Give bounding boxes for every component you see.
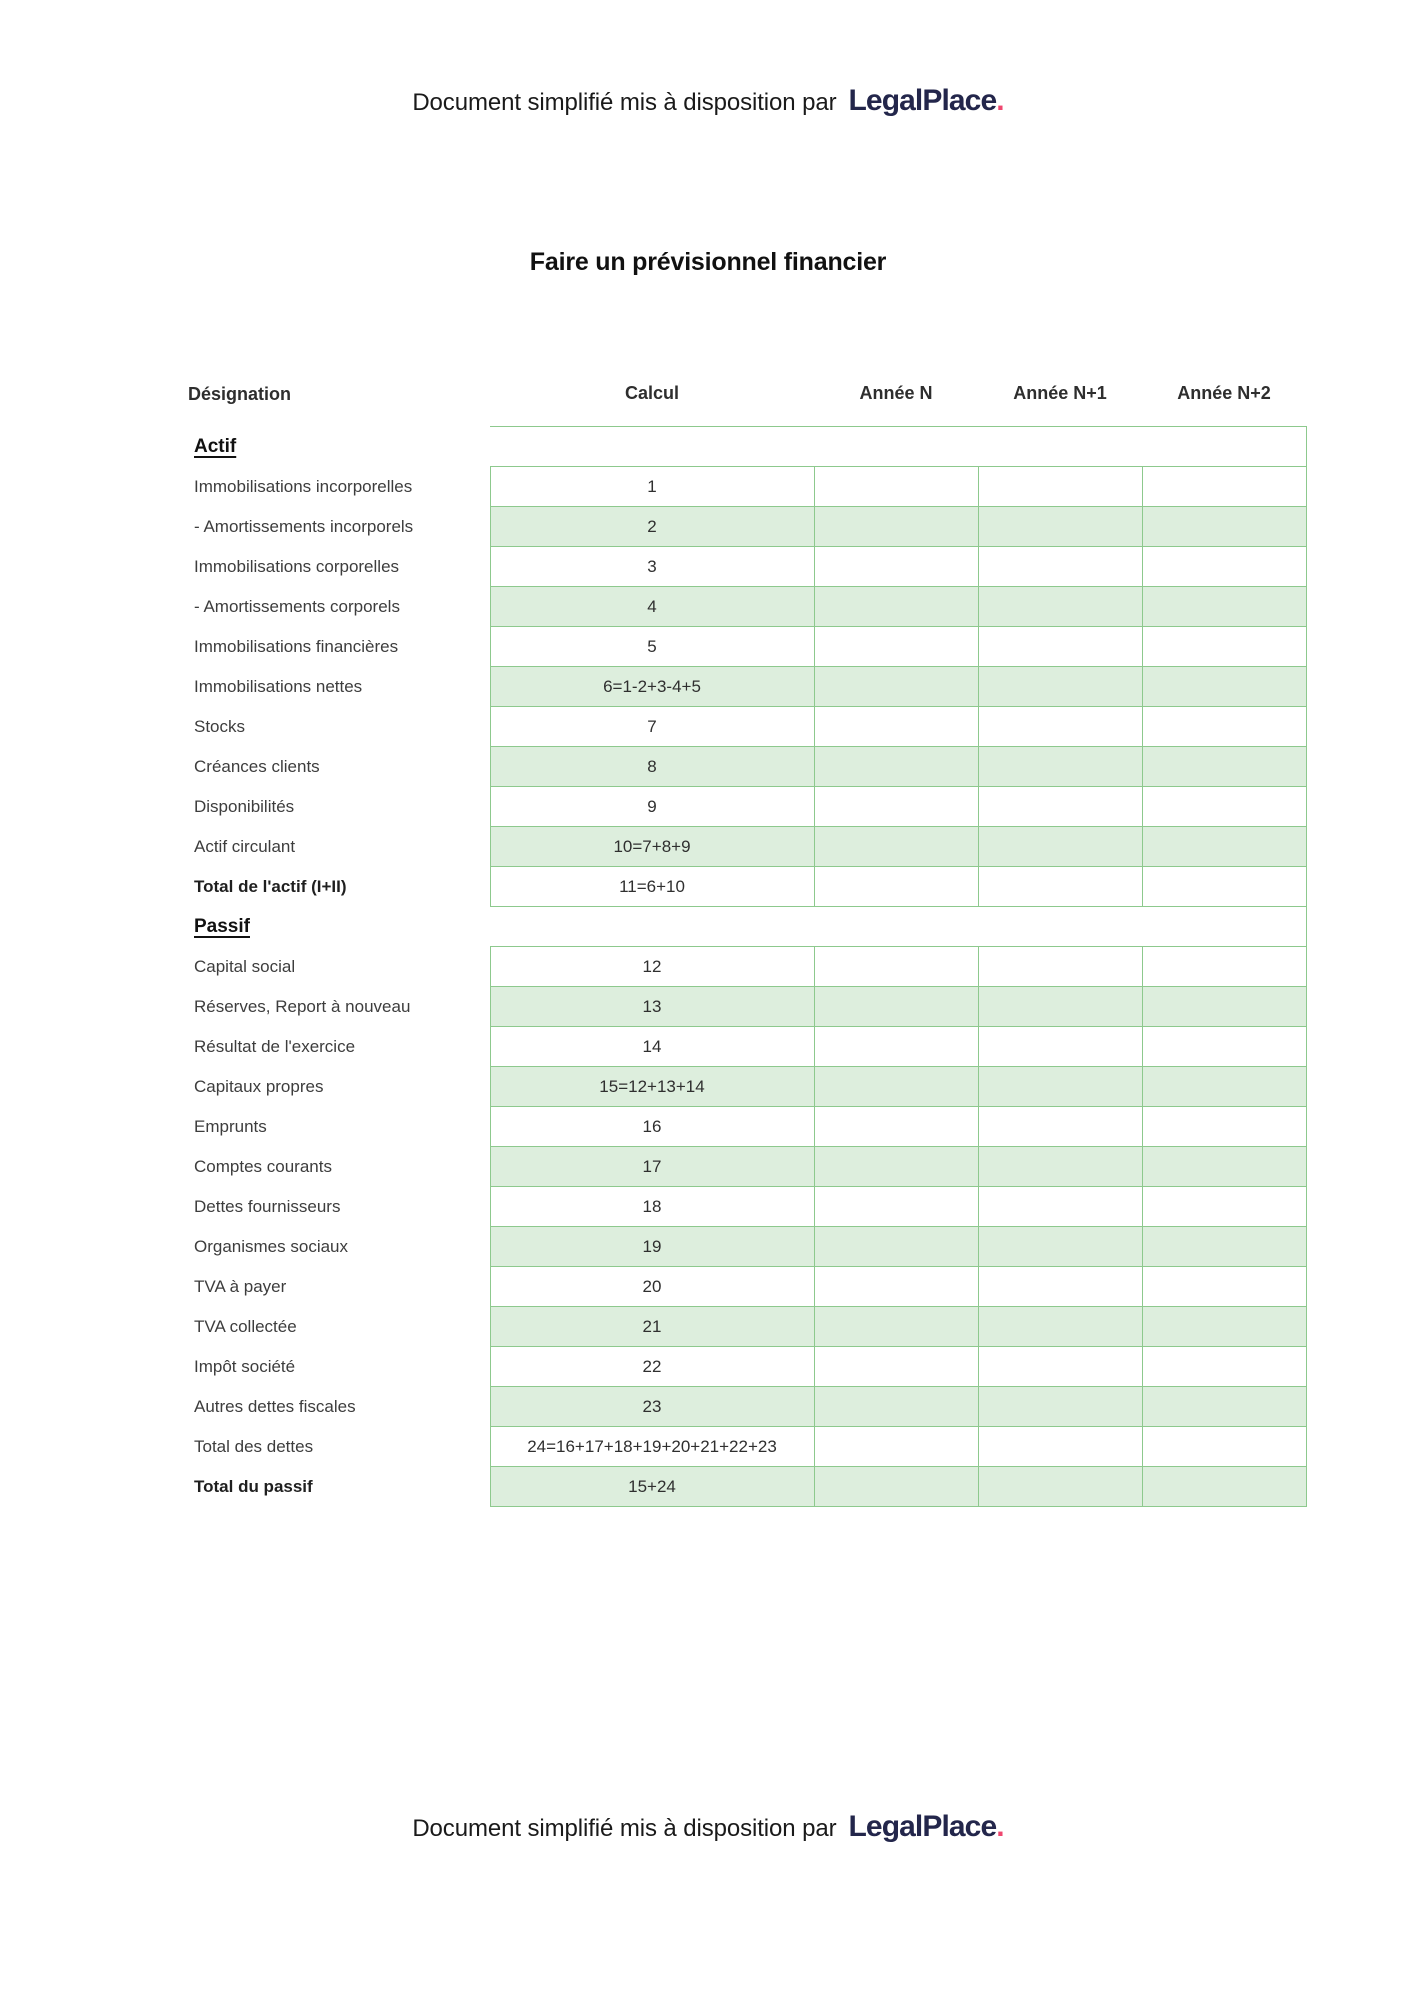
value-cell-year-n[interactable] xyxy=(814,1147,978,1187)
value-cell-year-n[interactable] xyxy=(814,547,978,587)
column-header-designation: Désignation xyxy=(188,383,292,404)
table-head xyxy=(188,383,1306,427)
row-label: Capital social xyxy=(194,956,296,976)
calcul-cell[interactable]: 11=6+10 xyxy=(490,867,814,907)
table-header-row xyxy=(188,383,1306,427)
value-cell-year-n[interactable] xyxy=(814,947,978,987)
row-label: Réserves, Report à nouveau xyxy=(194,996,411,1016)
row-label: - Amortissements incorporels xyxy=(194,516,414,536)
row-label: - Amortissements corporels xyxy=(194,596,400,616)
value-cell-year-n1[interactable] xyxy=(978,947,1142,987)
table-row xyxy=(188,987,1306,1027)
value-cell-year-n1[interactable] xyxy=(978,627,1142,667)
row-label: Disponibilités xyxy=(194,796,295,816)
calcul-cell[interactable]: 20 xyxy=(490,1267,814,1307)
value-cell-year-n1[interactable] xyxy=(978,1427,1142,1467)
value-cell-year-n2[interactable] xyxy=(1142,587,1306,627)
row-label: Créances clients xyxy=(194,756,320,776)
calcul-cell[interactable]: 15=12+13+14 xyxy=(490,1067,814,1107)
calcul-cell[interactable]: 9 xyxy=(490,787,814,827)
value-cell-year-n2[interactable] xyxy=(1142,1427,1306,1467)
table-row xyxy=(188,947,1306,987)
calcul-cell[interactable]: 3 xyxy=(490,547,814,587)
value-cell-year-n1[interactable] xyxy=(978,747,1142,787)
logo-dot: . xyxy=(996,1810,1004,1843)
calcul-cell[interactable]: 15+24 xyxy=(490,1467,814,1507)
row-label: Organismes sociaux xyxy=(194,1236,349,1256)
calcul-cell[interactable]: 6=1-2+3-4+5 xyxy=(490,667,814,707)
row-label: Impôt société xyxy=(194,1356,296,1376)
footer-text: Document simplifié mis à disposition par xyxy=(412,1815,837,1842)
value-cell-year-n1[interactable] xyxy=(978,1347,1142,1387)
value-cell-year-n[interactable] xyxy=(814,1107,978,1147)
table-section-row-passif xyxy=(188,907,1306,947)
table-row xyxy=(188,827,1306,867)
value-cell-year-n2[interactable] xyxy=(1142,747,1306,787)
table-row xyxy=(188,547,1306,587)
table-row xyxy=(188,1467,1306,1507)
value-cell-year-n1[interactable] xyxy=(978,1027,1142,1067)
value-cell-year-n1[interactable] xyxy=(978,827,1142,867)
calcul-cell[interactable]: 13 xyxy=(490,987,814,1027)
row-label: Immobilisations nettes xyxy=(194,676,363,696)
calcul-cell[interactable]: 2 xyxy=(490,507,814,547)
value-cell-year-n2[interactable] xyxy=(1142,1347,1306,1387)
value-cell-year-n1[interactable] xyxy=(978,467,1142,507)
value-cell-year-n1[interactable] xyxy=(978,987,1142,1027)
value-cell-year-n[interactable] xyxy=(814,1027,978,1067)
calcul-cell[interactable]: 22 xyxy=(490,1347,814,1387)
value-cell-year-n2[interactable] xyxy=(1142,1307,1306,1347)
table-row xyxy=(188,1307,1306,1347)
table-row xyxy=(188,787,1306,827)
value-cell-year-n[interactable] xyxy=(814,1347,978,1387)
value-cell-year-n2[interactable] xyxy=(1142,467,1306,507)
value-cell-year-n[interactable] xyxy=(814,627,978,667)
value-cell-year-n1[interactable] xyxy=(978,867,1142,907)
row-label: Total du passif xyxy=(194,1476,313,1496)
row-label: Total des dettes xyxy=(194,1436,314,1456)
value-cell-year-n2[interactable] xyxy=(1142,1187,1306,1227)
table-row xyxy=(188,587,1306,627)
value-cell-year-n[interactable] xyxy=(814,467,978,507)
value-cell-year-n2[interactable] xyxy=(1142,1467,1306,1507)
logo-wordmark: LegalPlace xyxy=(848,84,997,117)
section-spacer-cell xyxy=(490,427,1306,467)
row-label: TVA collectée xyxy=(194,1316,297,1336)
value-cell-year-n2[interactable] xyxy=(1142,1147,1306,1187)
value-cell-year-n1[interactable] xyxy=(978,1307,1142,1347)
table-row xyxy=(188,1347,1306,1387)
page-title: Faire un prévisionnel financier xyxy=(529,248,887,276)
value-cell-year-n2[interactable] xyxy=(1142,827,1306,867)
value-cell-year-n2[interactable] xyxy=(1142,1067,1306,1107)
row-label: Immobilisations incorporelles xyxy=(194,476,413,496)
value-cell-year-n1[interactable] xyxy=(978,1387,1142,1427)
value-cell-year-n2[interactable] xyxy=(1142,987,1306,1027)
table-row xyxy=(188,1147,1306,1187)
row-label: Capitaux propres xyxy=(194,1076,324,1096)
legalplace-logo xyxy=(848,86,1003,116)
value-cell-year-n[interactable] xyxy=(814,667,978,707)
calcul-cell[interactable]: 23 xyxy=(490,1387,814,1427)
value-cell-year-n[interactable] xyxy=(814,1067,978,1107)
table-row xyxy=(188,467,1306,507)
table-row xyxy=(188,507,1306,547)
table-row xyxy=(188,1027,1306,1067)
calcul-cell[interactable]: 4 xyxy=(490,587,814,627)
column-header-year-n: Année N xyxy=(859,383,933,403)
table-row xyxy=(188,867,1306,907)
value-cell-year-n2[interactable] xyxy=(1142,1267,1306,1307)
value-cell-year-n2[interactable] xyxy=(1142,1227,1306,1267)
value-cell-year-n[interactable] xyxy=(814,1427,978,1467)
value-cell-year-n1[interactable] xyxy=(978,1147,1142,1187)
value-cell-year-n[interactable] xyxy=(814,1307,978,1347)
value-cell-year-n2[interactable] xyxy=(1142,1107,1306,1147)
calcul-cell[interactable]: 1 xyxy=(490,467,814,507)
value-cell-year-n2[interactable] xyxy=(1142,1027,1306,1067)
value-cell-year-n1[interactable] xyxy=(978,1107,1142,1147)
value-cell-year-n[interactable] xyxy=(814,747,978,787)
value-cell-year-n[interactable] xyxy=(814,987,978,1027)
table-row xyxy=(188,707,1306,747)
value-cell-year-n1[interactable] xyxy=(978,1467,1142,1507)
table-row xyxy=(188,667,1306,707)
value-cell-year-n2[interactable] xyxy=(1142,947,1306,987)
value-cell-year-n[interactable] xyxy=(814,867,978,907)
value-cell-year-n[interactable] xyxy=(814,1387,978,1427)
calcul-cell[interactable]: 10=7+8+9 xyxy=(490,827,814,867)
value-cell-year-n[interactable] xyxy=(814,707,978,747)
calcul-cell[interactable]: 14 xyxy=(490,1027,814,1067)
header-text: Document simplifié mis à disposition par xyxy=(412,89,837,116)
table-row xyxy=(188,1227,1306,1267)
row-label: Autres dettes fiscales xyxy=(194,1396,356,1416)
value-cell-year-n2[interactable] xyxy=(1142,627,1306,667)
table-row xyxy=(188,1267,1306,1307)
value-cell-year-n2[interactable] xyxy=(1142,787,1306,827)
table-row xyxy=(188,1187,1306,1227)
value-cell-year-n1[interactable] xyxy=(978,1187,1142,1227)
value-cell-year-n2[interactable] xyxy=(1142,667,1306,707)
logo-dot: . xyxy=(996,84,1004,117)
value-cell-year-n[interactable] xyxy=(814,1187,978,1227)
value-cell-year-n[interactable] xyxy=(814,1467,978,1507)
legalplace-logo-footer xyxy=(848,1812,1003,1842)
value-cell-year-n[interactable] xyxy=(814,787,978,827)
calcul-cell[interactable]: 19 xyxy=(490,1227,814,1267)
table-row xyxy=(188,1427,1306,1467)
column-header-year-n2: Année N+2 xyxy=(1177,383,1271,403)
row-label: Résultat de l'exercice xyxy=(194,1036,356,1056)
row-label: Immobilisations corporelles xyxy=(194,556,400,576)
value-cell-year-n2[interactable] xyxy=(1142,707,1306,747)
column-header-calcul: Calcul xyxy=(624,383,680,403)
table-row xyxy=(188,1067,1306,1107)
financial-table-container xyxy=(188,383,1306,1507)
row-label: Stocks xyxy=(194,716,246,736)
column-header-year-n1: Année N+1 xyxy=(1013,383,1107,403)
value-cell-year-n2[interactable] xyxy=(1142,1387,1306,1427)
value-cell-year-n[interactable] xyxy=(814,1227,978,1267)
section-heading-actif: Actif xyxy=(194,435,237,457)
calcul-cell[interactable]: 24=16+17+18+19+20+21+22+23 xyxy=(490,1427,814,1467)
table-section-row-actif xyxy=(188,427,1306,467)
calcul-cell[interactable]: 12 xyxy=(490,947,814,987)
calcul-cell[interactable]: 7 xyxy=(490,707,814,747)
value-cell-year-n[interactable] xyxy=(814,1267,978,1307)
section-heading-passif: Passif xyxy=(194,915,250,937)
calcul-cell[interactable]: 5 xyxy=(490,627,814,667)
value-cell-year-n[interactable] xyxy=(814,507,978,547)
section-spacer-cell xyxy=(490,907,1306,947)
calcul-cell[interactable]: 16 xyxy=(490,1107,814,1147)
value-cell-year-n1[interactable] xyxy=(978,547,1142,587)
page-header xyxy=(0,86,1416,117)
value-cell-year-n1[interactable] xyxy=(978,1227,1142,1267)
value-cell-year-n1[interactable] xyxy=(978,787,1142,827)
row-label: Actif circulant xyxy=(194,836,296,856)
value-cell-year-n2[interactable] xyxy=(1142,507,1306,547)
value-cell-year-n2[interactable] xyxy=(1142,867,1306,907)
financial-forecast-table xyxy=(188,383,1307,1507)
value-cell-year-n2[interactable] xyxy=(1142,547,1306,587)
value-cell-year-n[interactable] xyxy=(814,827,978,867)
value-cell-year-n1[interactable] xyxy=(978,1267,1142,1307)
table-row xyxy=(188,1387,1306,1427)
calcul-cell[interactable]: 18 xyxy=(490,1187,814,1227)
value-cell-year-n1[interactable] xyxy=(978,587,1142,627)
table-row xyxy=(188,627,1306,667)
row-label: Dettes fournisseurs xyxy=(194,1196,341,1216)
row-label: Total de l'actif (I+II) xyxy=(194,876,347,896)
row-label: Immobilisations financières xyxy=(194,636,399,656)
value-cell-year-n1[interactable] xyxy=(978,507,1142,547)
value-cell-year-n1[interactable] xyxy=(978,707,1142,747)
calcul-cell[interactable]: 17 xyxy=(490,1147,814,1187)
calcul-cell[interactable]: 21 xyxy=(490,1307,814,1347)
value-cell-year-n1[interactable] xyxy=(978,1067,1142,1107)
value-cell-year-n[interactable] xyxy=(814,587,978,627)
page-footer xyxy=(0,1812,1416,1843)
table-row xyxy=(188,747,1306,787)
table-row xyxy=(188,1107,1306,1147)
row-label: Comptes courants xyxy=(194,1156,332,1176)
table-body xyxy=(188,427,1306,1507)
calcul-cell[interactable]: 8 xyxy=(490,747,814,787)
value-cell-year-n1[interactable] xyxy=(978,667,1142,707)
logo-wordmark: LegalPlace xyxy=(848,1810,997,1843)
row-label: Emprunts xyxy=(194,1116,267,1136)
row-label: TVA à payer xyxy=(194,1276,287,1296)
